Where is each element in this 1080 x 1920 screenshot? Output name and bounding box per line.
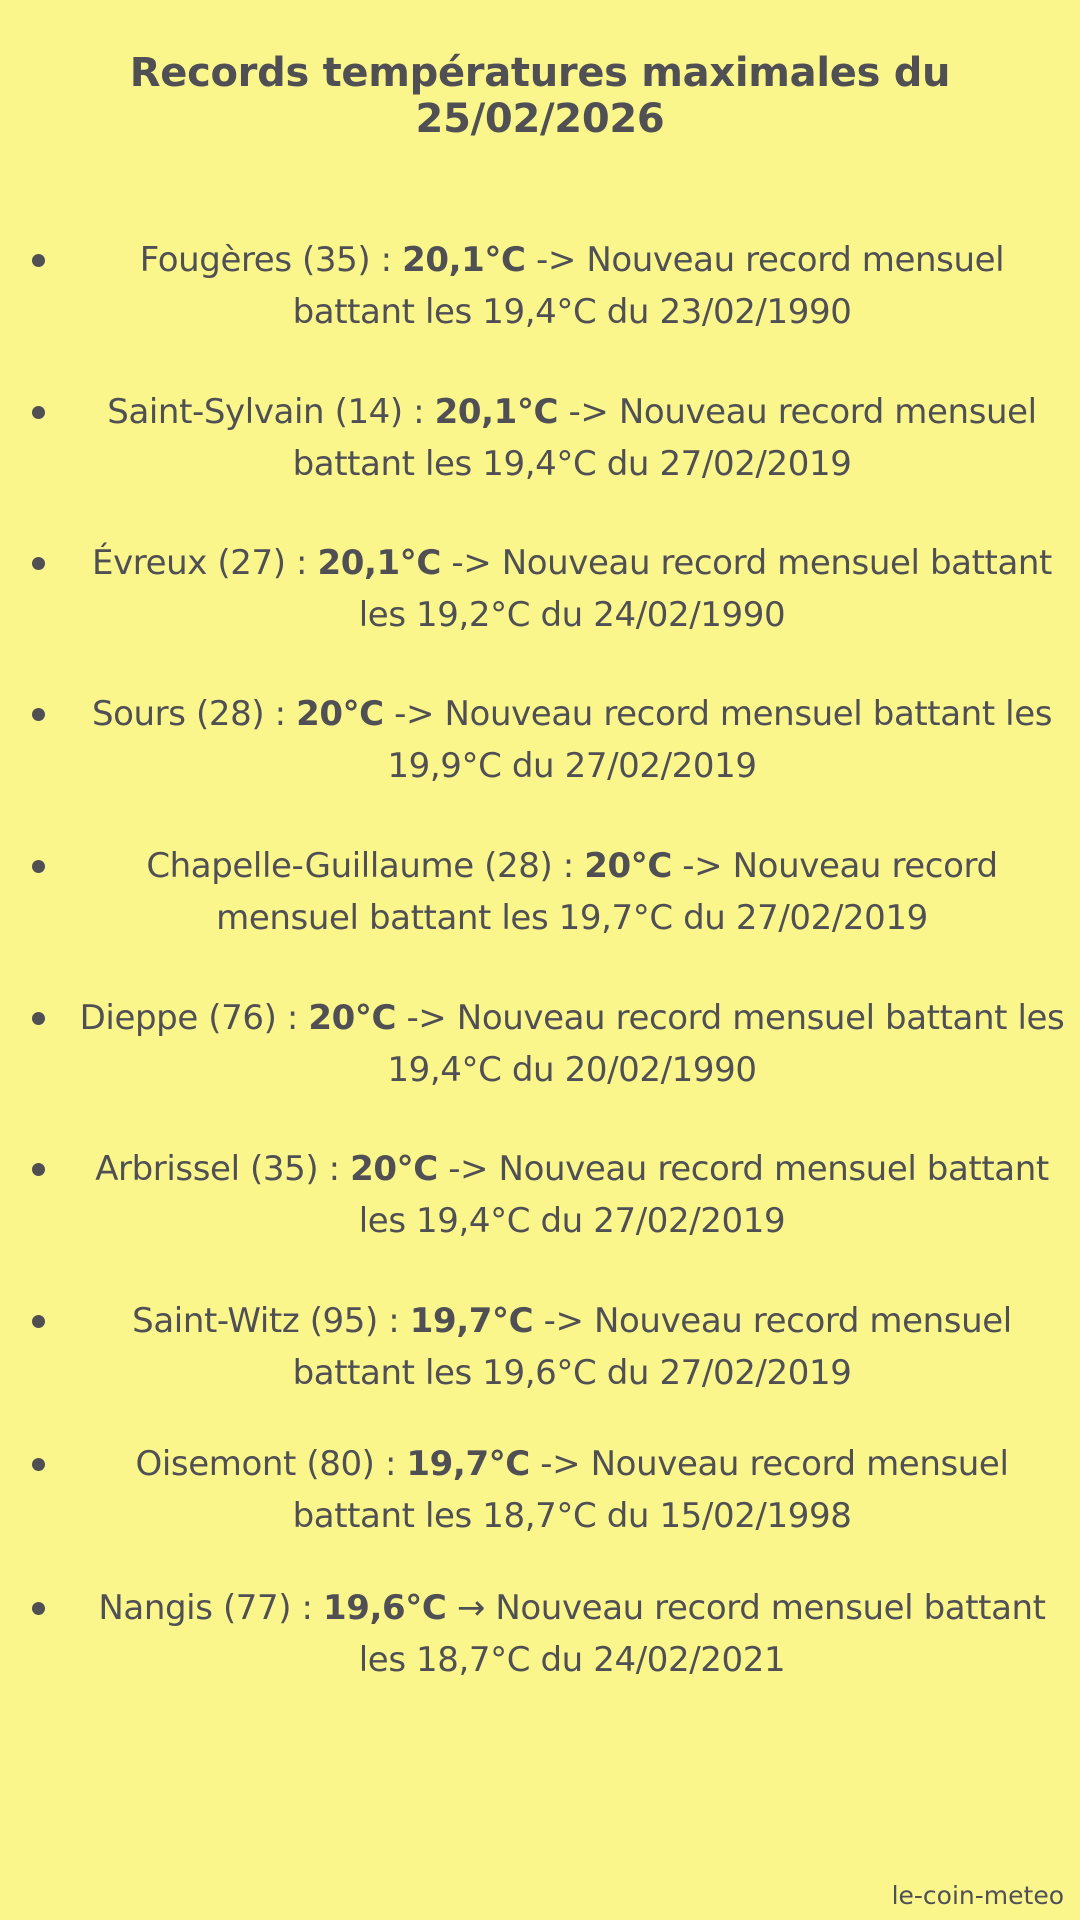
- bullet-icon: [32, 1602, 45, 1615]
- record-description: -> Nouveau record mensuel battant les: [383, 694, 1053, 734]
- record-location: Évreux (27) :: [92, 543, 318, 583]
- record-previous: les 19,4°C du 27/02/2019: [358, 1201, 786, 1241]
- record-previous: 19,4°C du 20/02/1990: [387, 1050, 757, 1090]
- list-item: [0, 688, 1080, 798]
- record-text: [72, 688, 1072, 792]
- bullet-icon: [32, 557, 45, 570]
- record-description: -> Nouveau record mensuel battant: [437, 1149, 1049, 1189]
- list-item: [0, 840, 1080, 950]
- record-location: Saint-Witz (95) :: [132, 1301, 410, 1341]
- record-description: -> Nouveau record mensuel battant les: [396, 998, 1065, 1038]
- list-item: [0, 234, 1080, 344]
- record-temperature: 19,6°C: [323, 1588, 447, 1628]
- record-text: [72, 1438, 1072, 1542]
- record-text: [72, 386, 1072, 490]
- record-location: Fougères (35) :: [139, 240, 403, 280]
- record-temperature: 20°C: [584, 846, 672, 886]
- list-item: [0, 992, 1080, 1102]
- page-title: Records températures maximales du 25/02/2026: [129, 50, 951, 142]
- list-item: [0, 537, 1080, 647]
- record-previous: les 19,2°C du 24/02/1990: [358, 595, 786, 635]
- record-location: Arbrissel (35) :: [95, 1149, 351, 1189]
- list-item: [0, 1295, 1080, 1405]
- source-credit: le-coin-meteo: [891, 1881, 1064, 1910]
- record-text: [72, 1295, 1072, 1399]
- record-previous: battant les 19,6°C du 27/02/2019: [292, 1353, 852, 1393]
- record-text: [72, 234, 1072, 338]
- bullet-icon: [32, 860, 45, 873]
- record-location: Chapelle-Guillaume (28) :: [146, 846, 585, 886]
- bullet-icon: [32, 1012, 45, 1025]
- record-text: [72, 537, 1072, 641]
- bullet-icon: [32, 254, 45, 267]
- record-text: [72, 840, 1072, 944]
- list-item: [0, 1143, 1080, 1253]
- record-temperature: 20°C: [296, 694, 384, 734]
- record-location: Nangis (77) :: [98, 1588, 324, 1628]
- record-text: [72, 1582, 1072, 1686]
- record-previous: battant les 19,4°C du 27/02/2019: [292, 444, 852, 484]
- record-description: -> Nouveau record: [671, 846, 998, 886]
- record-temperature: 19,7°C: [406, 1444, 530, 1484]
- record-location: Saint-Sylvain (14) :: [107, 392, 435, 432]
- record-description: → Nouveau record mensuel battant: [446, 1588, 1046, 1628]
- record-description: -> Nouveau record mensuel: [525, 240, 1005, 280]
- record-temperature: 20°C: [350, 1149, 438, 1189]
- bullet-icon: [32, 1163, 45, 1176]
- record-description: -> Nouveau record mensuel: [533, 1301, 1012, 1341]
- bullet-icon: [32, 1315, 45, 1328]
- record-description: -> Nouveau record mensuel: [558, 392, 1037, 432]
- record-description: -> Nouveau record mensuel: [529, 1444, 1009, 1484]
- record-text: [72, 1143, 1072, 1247]
- record-temperature: 20°C: [308, 998, 397, 1038]
- record-temperature: 20,1°C: [317, 543, 441, 583]
- list-item: [0, 1438, 1080, 1548]
- list-item: [0, 386, 1080, 496]
- bullet-icon: [32, 1458, 45, 1471]
- record-previous: 19,9°C du 27/02/2019: [387, 746, 757, 786]
- record-location: Sours (28) :: [91, 694, 297, 734]
- record-temperature: 19,7°C: [409, 1301, 534, 1341]
- record-location: Oisemont (80) :: [135, 1444, 407, 1484]
- record-previous: battant les 19,4°C du 23/02/1990: [292, 292, 852, 332]
- record-previous: les 18,7°C du 24/02/2021: [358, 1640, 786, 1680]
- record-previous: battant les 18,7°C du 15/02/1998: [292, 1496, 852, 1536]
- bullet-icon: [32, 406, 45, 419]
- record-temperature: 20,1°C: [434, 392, 559, 432]
- record-description: -> Nouveau record mensuel battant: [440, 543, 1052, 583]
- record-previous: mensuel battant les 19,7°C du 27/02/2019: [216, 898, 928, 938]
- bullet-icon: [32, 708, 45, 721]
- record-location: Dieppe (76) :: [79, 998, 309, 1038]
- record-temperature: 20,1°C: [402, 240, 526, 280]
- record-text: [72, 992, 1072, 1096]
- list-item: [0, 1582, 1080, 1692]
